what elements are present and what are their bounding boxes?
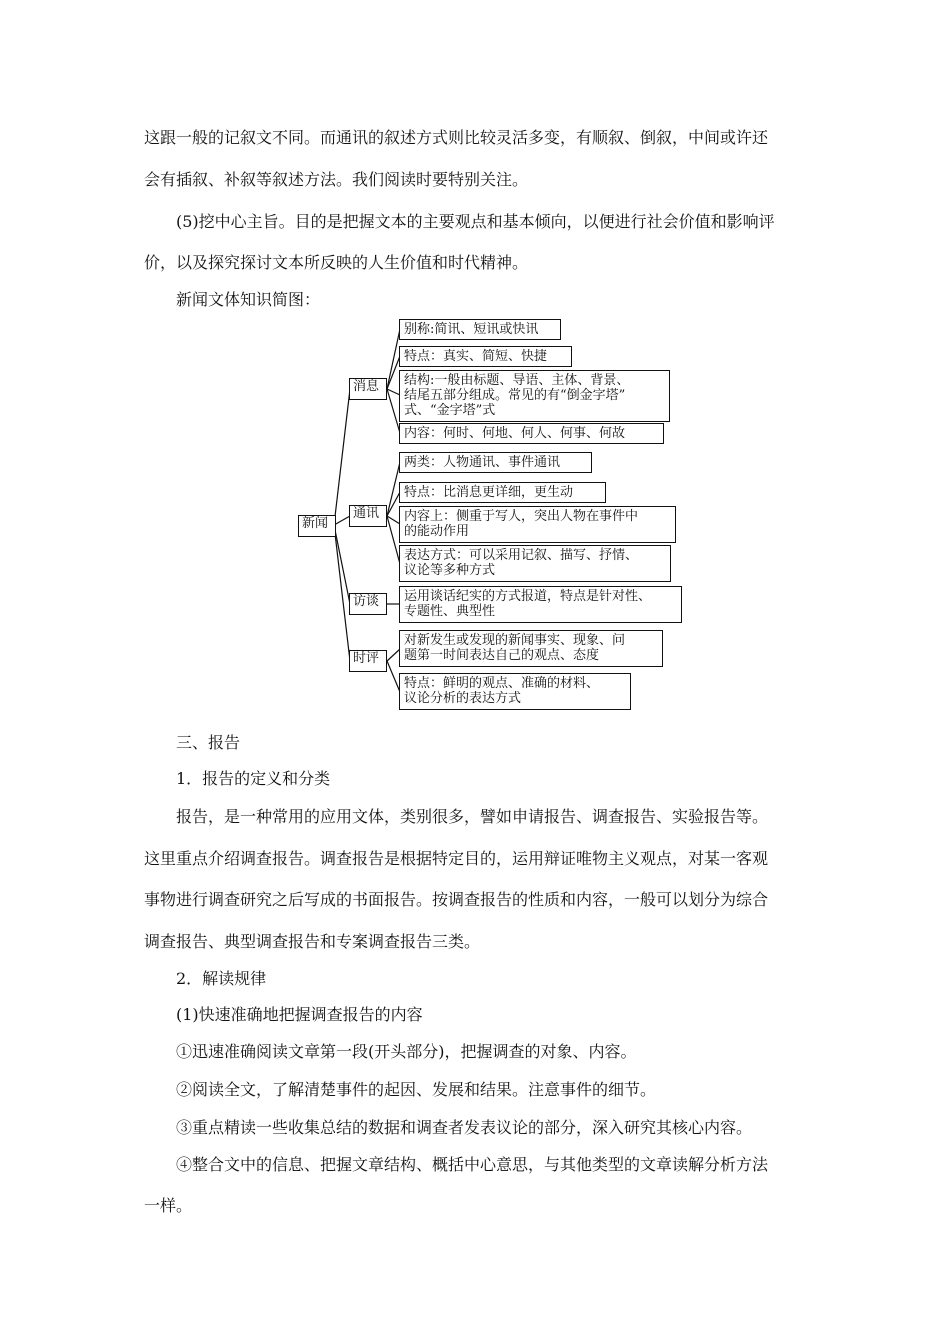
paragraph-line: 调查报告、典型调查报告和专案调查报告三类。 bbox=[144, 932, 481, 951]
category-xiaoxi: 消息 bbox=[349, 378, 387, 400]
leaf-node: 运用谈话纪实的方式报道，特点是针对性、 专题性、典型性 bbox=[399, 586, 682, 623]
paragraph-line: (5)挖中心主旨。目的是把握文本的主要观点和基本倾向，以便进行社会价值和影响评 bbox=[176, 212, 775, 231]
paragraph-line: 这跟一般的记叙文不同。而通讯的叙述方式则比较灵活多变，有顺叙、倒叙，中间或许还 bbox=[144, 128, 769, 147]
leaf-node: 特点：鲜明的观点、准确的材料、 议论分析的表达方式 bbox=[399, 673, 631, 710]
subheading: 2．解读规律 bbox=[176, 969, 267, 988]
category-tongxun: 通讯 bbox=[349, 505, 387, 527]
paragraph-line: 事物进行调查研究之后写成的书面报告。按调查报告的性质和内容，一般可以划分为综合 bbox=[144, 890, 769, 909]
leaf-node: 特点：比消息更详细，更生动 bbox=[399, 482, 606, 503]
paragraph-line: 这里重点介绍调查报告。调查报告是根据特定目的，运用辩证唯物主义观点，对某一客观 bbox=[144, 849, 769, 868]
paragraph-line: 一样。 bbox=[144, 1196, 193, 1215]
leaf-node: 两类：人物通讯、事件通讯 bbox=[399, 452, 592, 473]
paragraph-line: 会有插叙、补叙等叙述方法。我们阅读时要特别关注。 bbox=[144, 170, 529, 189]
leaf-node: 内容上：侧重于写人，突出人物在事件中 的能动作用 bbox=[399, 506, 676, 543]
root-node: 新闻 bbox=[298, 515, 336, 537]
list-item: ④整合文中的信息、把握文章结构、概括中心意思，与其他类型的文章读解分析方法 bbox=[176, 1155, 769, 1174]
subheading: (1)快速准确地把握调查报告的内容 bbox=[176, 1005, 423, 1024]
list-item: ③重点精读一些收集总结的数据和调查者发表议论的部分，深入研究其核心内容。 bbox=[176, 1118, 753, 1137]
subheading: 1．报告的定义和分类 bbox=[176, 769, 331, 788]
leaf-node: 表达方式：可以采用记叙、描写、抒情、 议论等多种方式 bbox=[399, 545, 671, 582]
diagram-caption: 新闻文体知识简图： bbox=[176, 290, 321, 309]
section-heading: 三、报告 bbox=[176, 733, 241, 752]
leaf-node: 结构:一般由标题、导语、主体、背景、 结尾五部分组成。常见的有“倒金字塔” 式、“金字塔”式 bbox=[399, 370, 670, 422]
paragraph-line: 价，以及探究探讨文本所反映的人生价值和时代精神。 bbox=[144, 253, 529, 272]
leaf-node: 内容：何时、何地、何人、何事、何故 bbox=[399, 423, 664, 444]
leaf-node: 别称:简讯、短讯或快讯 bbox=[399, 319, 561, 340]
list-item: ②阅读全文，了解清楚事件的起因、发展和结果。注意事件的细节。 bbox=[176, 1080, 657, 1099]
paragraph-line: 报告，是一种常用的应用文体，类别很多，譬如申请报告、调查报告、实验报告等。 bbox=[176, 807, 769, 826]
leaf-node: 对新发生或发现的新闻事实、现象、问 题第一时间表达自己的观点、态度 bbox=[399, 630, 663, 667]
category-shiping: 时评 bbox=[349, 650, 387, 672]
news-knowledge-diagram bbox=[296, 315, 696, 715]
leaf-node: 特点：真实、简短、快捷 bbox=[399, 346, 572, 367]
category-fangtan: 访谈 bbox=[349, 593, 387, 615]
list-item: ①迅速准确阅读文章第一段(开头部分)，把握调查的对象、内容。 bbox=[176, 1042, 637, 1061]
